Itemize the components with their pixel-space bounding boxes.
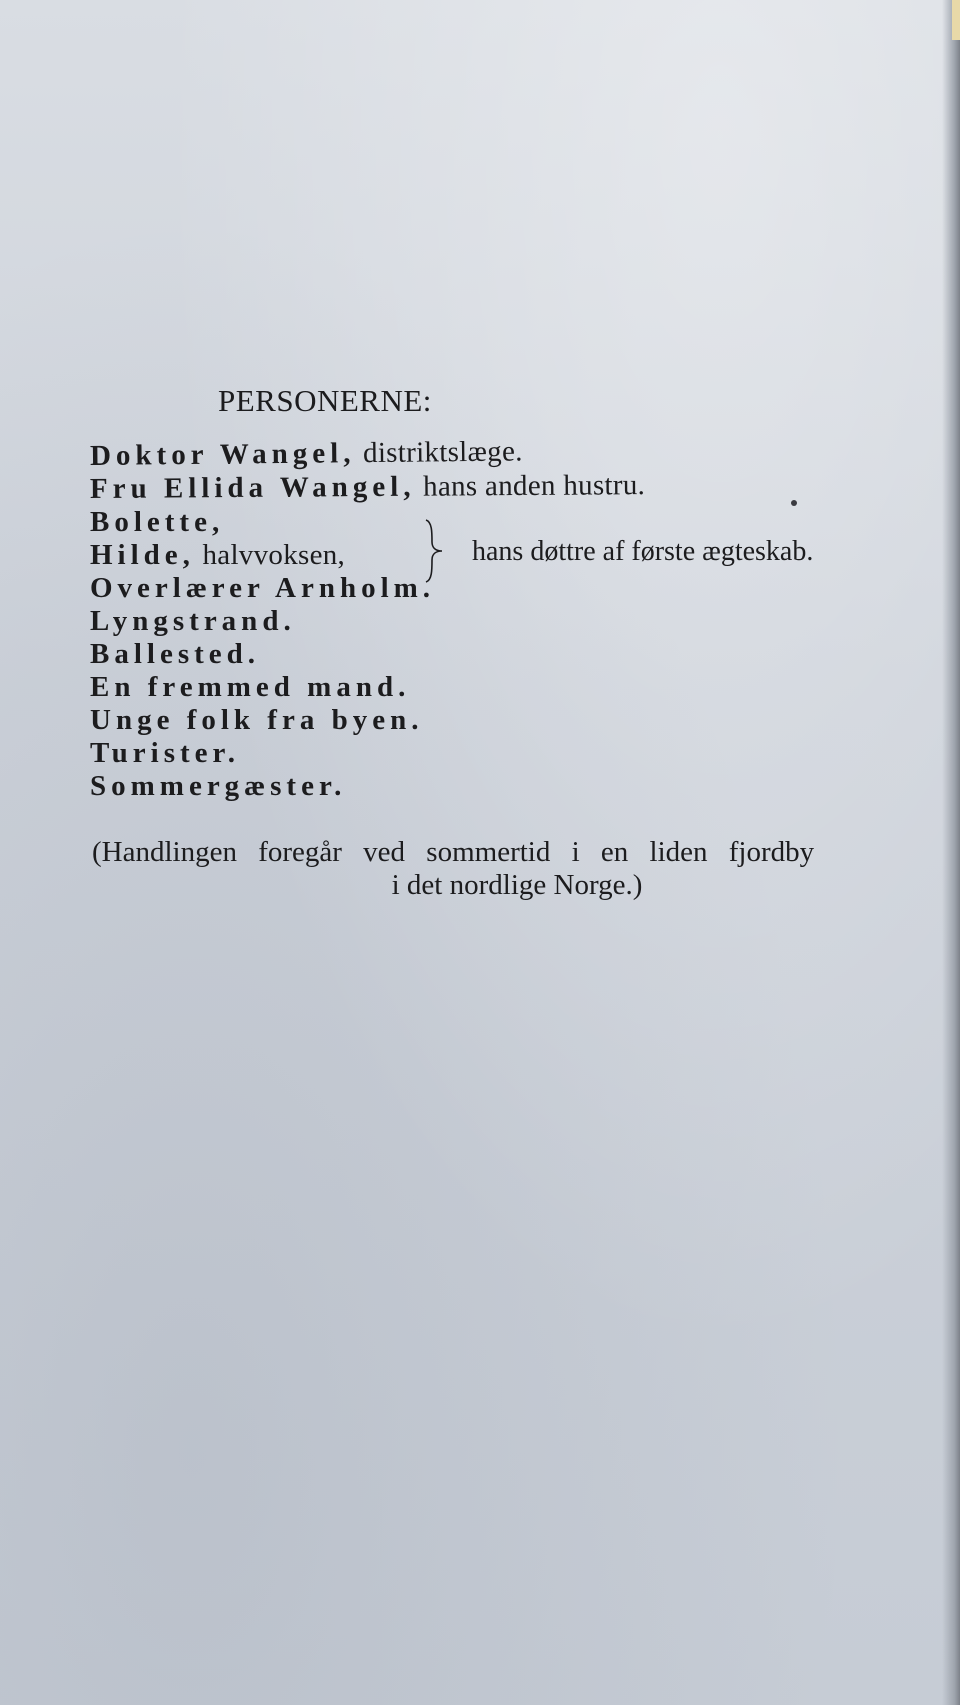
cast-item-bolette (90, 506, 930, 539)
cast-name: Doktor Wangel, (89, 437, 356, 472)
brace-icon (422, 518, 446, 584)
cast-name: Unge folk fra byen. (90, 704, 424, 736)
setting-line-1: (Handlingen foregår ved sommertid i en liden fjordby (92, 836, 815, 868)
cast-description: halvvoksen, (194, 539, 346, 571)
cast-name: Overlærer Arnholm. (90, 572, 436, 604)
daughters-description: hans døttre af første ægteskab. (472, 536, 814, 567)
cast-item-sommergaester (90, 770, 930, 803)
setting-note (92, 836, 922, 902)
cast-item-fremmed-mand (90, 671, 930, 704)
cast-name: Hilde, (90, 539, 195, 571)
cast-item-unge-folk (90, 704, 930, 737)
ink-speck (791, 500, 797, 506)
page-edge-shadow (942, 0, 960, 1705)
cast-name: Turister. (90, 737, 241, 769)
cast-name: Bolette, (90, 506, 225, 538)
cast-name: En fremmed mand. (90, 671, 411, 703)
cast-item-ballested (90, 638, 930, 671)
cast-name: Ballested. (90, 638, 261, 670)
page-edge-corner (952, 0, 960, 40)
cast-item-lyngstrand (90, 605, 930, 638)
setting-line-2: i det nordlige Norge.) (391, 869, 643, 901)
cast-list (89, 435, 930, 803)
cast-name: Sommergæster. (90, 770, 347, 802)
cast-description: distriktslæge. (355, 435, 523, 470)
page-heading: PERSONERNE: (218, 383, 432, 418)
cast-item-doktor-wangel (90, 431, 930, 473)
cast-description: hans anden hustru. (415, 469, 646, 503)
cast-item-fru-ellida-wangel (90, 467, 930, 506)
cast-name: Fru Ellida Wangel, (89, 470, 416, 505)
cast-name: Lyngstrand. (90, 605, 296, 637)
cast-item-turister (90, 737, 930, 770)
cast-item-arnholm (90, 572, 930, 605)
